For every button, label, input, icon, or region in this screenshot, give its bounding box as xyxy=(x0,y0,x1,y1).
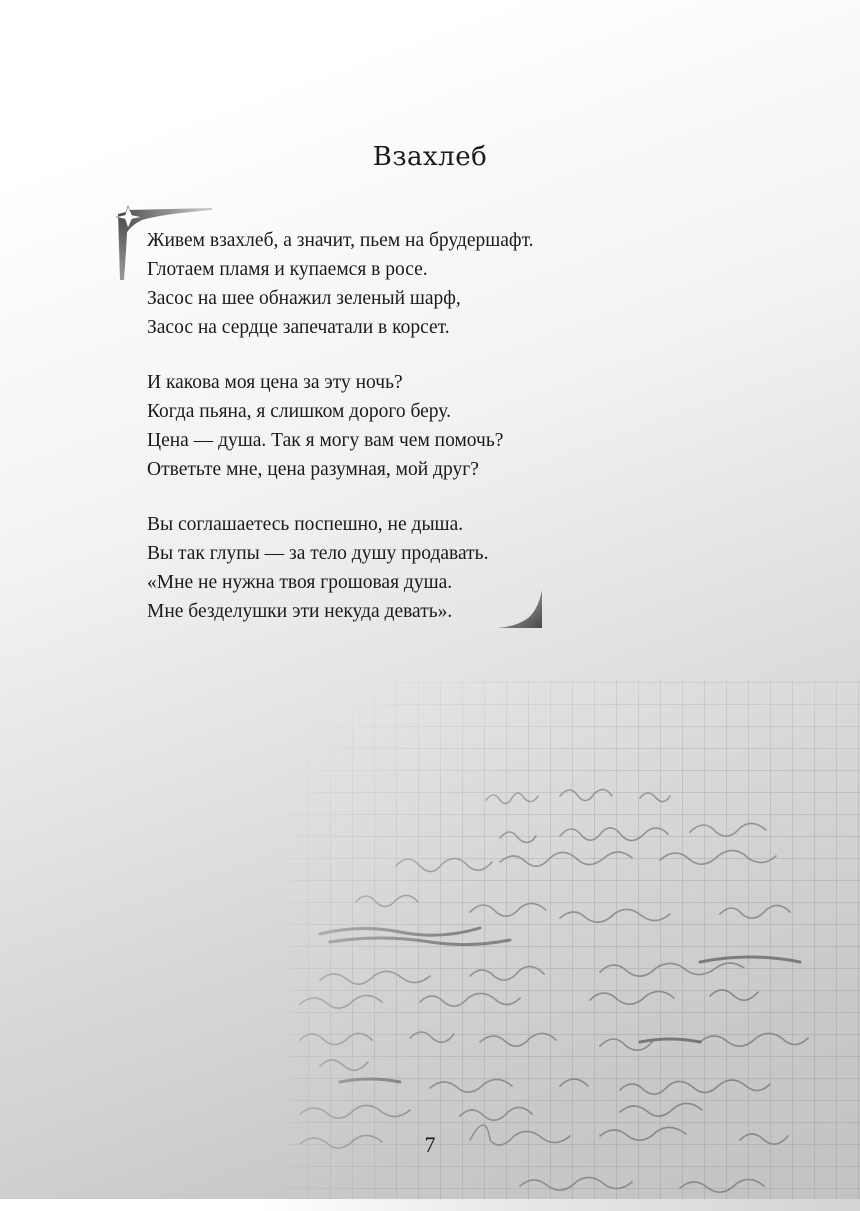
poem-line: Вы соглашаетесь поспешно, не дыша. xyxy=(147,514,464,535)
poem-line: «Мне не нужна твоя грошовая душа. xyxy=(147,572,453,593)
poem-title: Взахлеб xyxy=(372,142,488,172)
poem-line: Мне безделушки эти некуда девать». xyxy=(147,601,453,622)
poem-line: Засос на шее обнажил зеленый шарф, xyxy=(147,288,461,309)
stanza xyxy=(147,368,707,484)
poem-line: Ответьте мне, цена разумная, мой друг? xyxy=(147,459,479,480)
poem-line: Засос на сердце запечатали в корсет. xyxy=(147,317,450,338)
poem-line: И какова моя цена за эту ночь? xyxy=(147,372,403,393)
poem-body xyxy=(147,226,707,652)
poem-line: Вы так глупы — за тело душу продавать. xyxy=(147,543,489,564)
page-bottom-edge xyxy=(0,1199,860,1211)
poem-line: Когда пьяна, я слишком дорого беру. xyxy=(147,401,451,422)
poem-line: Глотаем пламя и купаемся в росе. xyxy=(147,259,428,280)
poem-line: Цена — душа. Так я могу вам чем помочь? xyxy=(147,430,504,451)
poem-line: Живем взахлеб, а значит, пьем на брудершафт. xyxy=(147,230,534,251)
stanza xyxy=(147,510,707,626)
page-number: 7 xyxy=(424,1132,436,1157)
stanza xyxy=(147,226,707,342)
